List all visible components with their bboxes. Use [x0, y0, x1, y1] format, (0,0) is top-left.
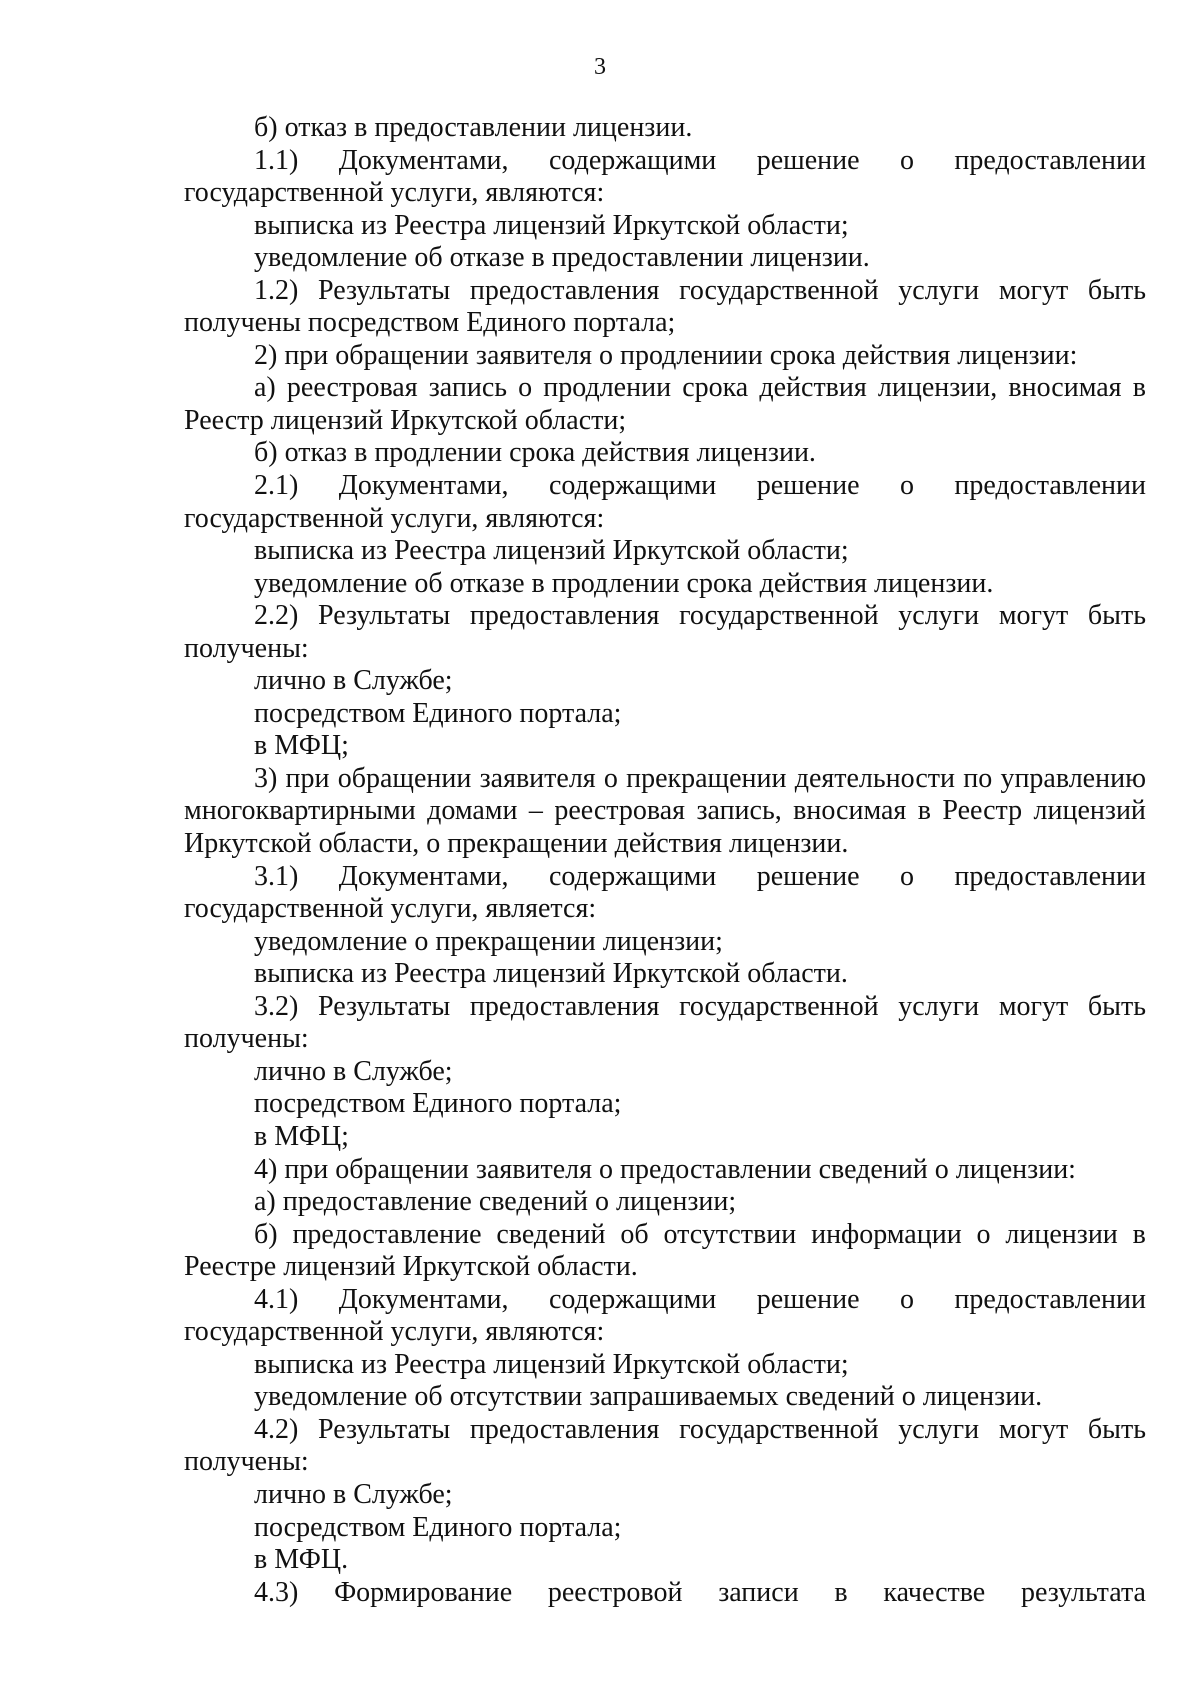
word: решение — [756, 1283, 860, 1315]
word: содержащими — [548, 144, 717, 176]
word: продлении — [543, 372, 672, 404]
word: предоставлении — [954, 470, 1146, 502]
text-line: государственной услуги, является: — [184, 893, 597, 925]
word: деятельности — [794, 762, 956, 794]
text-line: уведомление об отказе в предоставлении лицензии. — [254, 242, 870, 274]
word: – — [528, 795, 543, 827]
text-line: государственной услуги, являются: — [184, 1316, 605, 1348]
word: лицензий — [1033, 795, 1146, 827]
word: лицензии, — [877, 372, 998, 404]
text-line — [184, 1219, 1146, 1252]
word: лицензии — [1005, 1218, 1118, 1250]
word: при — [285, 762, 330, 794]
text-line: посредством Единого портала; — [254, 1088, 622, 1120]
text-line: посредством Единого портала; — [254, 697, 622, 729]
word: в — [917, 795, 931, 827]
word: а) — [254, 372, 276, 404]
word: предоставления — [469, 1413, 660, 1445]
word: сведений — [496, 1218, 606, 1250]
word: срока — [682, 372, 749, 404]
word: прекращении — [626, 762, 787, 794]
word: реестровая — [286, 372, 418, 404]
word: о — [518, 372, 533, 404]
word: государственной — [679, 600, 879, 632]
word: предоставлении — [954, 860, 1146, 892]
word: вносимая — [1008, 372, 1122, 404]
word: могут — [998, 600, 1069, 632]
word: о — [976, 1218, 991, 1250]
text-line — [184, 470, 1146, 503]
text-line — [184, 795, 1146, 828]
text-line — [184, 145, 1146, 178]
text-line — [184, 991, 1146, 1024]
word: запись, — [696, 795, 782, 827]
word: Результаты — [317, 600, 451, 632]
word: Формирование — [334, 1576, 513, 1608]
page-number: 3 — [594, 54, 606, 80]
word: Реестр — [942, 795, 1023, 827]
text-line: уведомление об отсутствии запрашиваемых сведений о лицензии. — [254, 1381, 1043, 1413]
word: информации — [811, 1218, 962, 1250]
text-line — [184, 861, 1146, 894]
text-line: лично в Службе; — [254, 1055, 453, 1087]
text-line — [184, 1284, 1146, 1317]
word: в — [834, 1576, 848, 1608]
word: вносимая — [793, 795, 907, 827]
word: предоставлении — [954, 1283, 1146, 1315]
word: Результаты — [317, 274, 451, 306]
word: 4.3) — [254, 1576, 299, 1608]
text-line — [184, 372, 1146, 405]
word: 1.2) — [254, 274, 299, 306]
word: б) — [254, 1218, 278, 1250]
word: Документами, — [338, 1283, 509, 1315]
word: записи — [718, 1576, 799, 1608]
word: об — [620, 1218, 649, 1250]
text-line: Иркутской области, о прекращении действия лицензии. — [184, 828, 849, 860]
word: содержащими — [548, 1283, 717, 1315]
word: о — [899, 1283, 914, 1315]
text-line: в МФЦ. — [254, 1544, 349, 1576]
word: услуги — [898, 990, 980, 1022]
word: решение — [756, 860, 860, 892]
word: в — [1132, 372, 1146, 404]
word: решение — [756, 470, 860, 502]
text-line: в МФЦ; — [254, 730, 349, 762]
word: в — [1132, 1218, 1146, 1250]
word: государственной — [679, 274, 879, 306]
word: управлению — [1000, 762, 1146, 794]
text-line: б) отказ в продлении срока действия лицензии. — [254, 437, 816, 469]
word: 2.1) — [254, 470, 299, 502]
word: предоставления — [469, 600, 660, 632]
word: быть — [1087, 600, 1146, 632]
text-line: получены: — [184, 1446, 309, 1478]
word: результата — [1020, 1576, 1146, 1608]
word: 3) — [254, 762, 278, 794]
word: Документами, — [338, 144, 509, 176]
word: услуги — [898, 274, 980, 306]
word: предоставление — [292, 1218, 482, 1250]
word: домами — [427, 795, 518, 827]
word: предоставления — [469, 990, 660, 1022]
word: быть — [1087, 1413, 1146, 1445]
text-line: лично в Службе; — [254, 665, 453, 697]
word: Документами, — [338, 470, 509, 502]
word: о — [603, 762, 618, 794]
text-line — [184, 1577, 1146, 1610]
word: услуги — [898, 600, 980, 632]
word: могут — [998, 274, 1069, 306]
word: предоставлении — [954, 144, 1146, 176]
word: решение — [756, 144, 860, 176]
word: могут — [998, 990, 1069, 1022]
text-line: посредством Единого портала; — [254, 1511, 622, 1543]
text-line: а) предоставление сведений о лицензии; — [254, 1186, 737, 1218]
text-line — [184, 600, 1146, 633]
text-line: государственной услуги, являются: — [184, 177, 605, 209]
word: Результаты — [317, 1413, 451, 1445]
word: заявителя — [479, 762, 596, 794]
word: по — [963, 762, 993, 794]
word: предоставления — [469, 274, 660, 306]
text-line: выписка из Реестра лицензий Иркутской области; — [254, 209, 849, 241]
word: государственной — [679, 990, 879, 1022]
text-line: 4) при обращении заявителя о предоставлении сведений о лицензии: — [254, 1153, 1076, 1185]
word: содержащими — [548, 470, 717, 502]
word: отсутствии — [663, 1218, 797, 1250]
text-line: получены: — [184, 632, 309, 664]
text-line: в МФЦ; — [254, 1120, 349, 1152]
word: о — [899, 470, 914, 502]
word: качестве — [883, 1576, 986, 1608]
word: быть — [1087, 274, 1146, 306]
word: о — [899, 860, 914, 892]
text-line — [184, 275, 1146, 308]
document-body — [184, 112, 1146, 1609]
text-line: Реестр лицензий Иркутской области; — [184, 404, 627, 436]
text-line: выписка из Реестра лицензий Иркутской области. — [254, 958, 848, 990]
word: 3.1) — [254, 860, 299, 892]
text-line — [184, 1414, 1146, 1447]
text-line: Реестре лицензий Иркутской области. — [184, 1251, 638, 1283]
text-line: государственной услуги, являются: — [184, 502, 605, 534]
text-line: выписка из Реестра лицензий Иркутской области; — [254, 1348, 849, 1380]
word: могут — [998, 1413, 1069, 1445]
word: запись — [428, 372, 508, 404]
text-line: уведомление о прекращении лицензии; — [254, 925, 723, 957]
word: 4.1) — [254, 1283, 299, 1315]
text-line: получены посредством Единого портала; — [184, 307, 676, 339]
word: Результаты — [317, 990, 451, 1022]
text-line: выписка из Реестра лицензий Иркутской области; — [254, 535, 849, 567]
word: 4.2) — [254, 1413, 299, 1445]
word: реестровая — [554, 795, 686, 827]
text-line: 2) при обращении заявителя о продлениии срока действия лицензии: — [254, 339, 1078, 371]
word: реестровой — [547, 1576, 683, 1608]
word: Документами, — [338, 860, 509, 892]
word: услуги — [898, 1413, 980, 1445]
word: 3.2) — [254, 990, 299, 1022]
word: государственной — [679, 1413, 879, 1445]
text-line — [184, 763, 1146, 796]
word: многоквартирными — [184, 795, 416, 827]
word: 1.1) — [254, 144, 299, 176]
word: о — [899, 144, 914, 176]
text-line: лично в Службе; — [254, 1478, 453, 1510]
text-line: уведомление об отказе в продлении срока действия лицензии. — [254, 567, 994, 599]
word: действия — [759, 372, 867, 404]
text-line: б) отказ в предоставлении лицензии. — [254, 112, 693, 143]
text-line: получены: — [184, 1023, 309, 1055]
word: обращении — [337, 762, 472, 794]
word: быть — [1087, 990, 1146, 1022]
word: 2.2) — [254, 600, 299, 632]
word: содержащими — [548, 860, 717, 892]
